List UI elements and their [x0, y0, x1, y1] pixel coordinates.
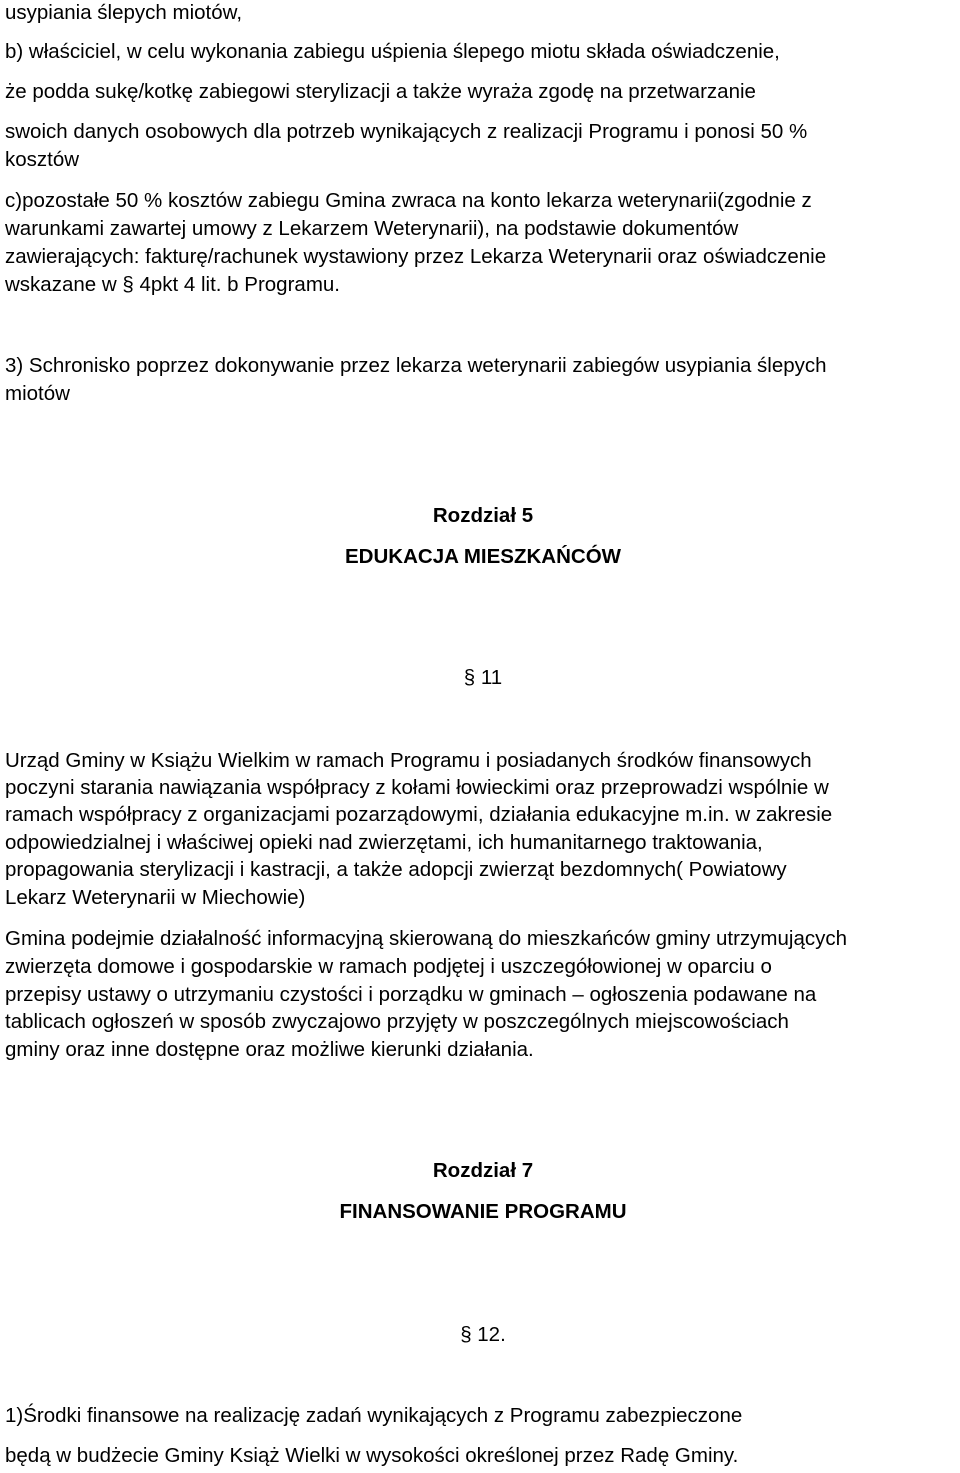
text-line: zwierzęta domowe i gospodarskie w ramach podjętej i uszczegółowionej w oparciu o [5, 955, 772, 978]
chapter-title: FINANSOWANIE PROGRAMU [339, 1200, 627, 1223]
text-line: wskazane w § 4pkt 4 lit. b Programu. [5, 273, 340, 296]
text-line: warunkami zawartej umowy z Lekarzem Weterynarii), na podstawie dokumentów [5, 217, 739, 240]
paragraph-number: § 12. [460, 1323, 506, 1346]
text-line: gminy oraz inne dostępne oraz możliwe kierunki działania. [5, 1038, 534, 1061]
text-line: zawierających: fakturę/rachunek wystawiony przez Lekarza Weterynarii oraz oświadczenie [5, 245, 827, 268]
text-line: poczyni starania nawiązania współpracy z kołami łowieckimi oraz przeprowadzi wspólnie w [5, 776, 829, 799]
text-line: będą w budżecie Gminy Książ Wielki w wysokości określonej przez Radę Gminy. [5, 1444, 739, 1467]
text-line: że podda sukę/kotkę zabiegowi sterylizacji a także wyraża zgodę na przetwarzanie [5, 80, 756, 103]
text-line: 1)Środki finansowe na realizację zadań wynikających z Programu zabezpieczone [5, 1404, 743, 1427]
text-line: usypiania ślepych miotów, [5, 1, 243, 24]
text-line: c)pozostałe 50 % kosztów zabiegu Gmina zwraca na konto lekarza weterynarii(zgodnie z [5, 189, 812, 212]
text-line: b) właściciel, w celu wykonania zabiegu uśpienia ślepego miotu składa oświadczenie, [5, 40, 780, 63]
paragraph-number: § 11 [463, 666, 503, 689]
chapter-heading: Rozdział 5 [432, 504, 534, 527]
chapter-heading: Rozdział 7 [432, 1159, 534, 1182]
text-line: Lekarz Weterynarii w Miechowie) [5, 886, 306, 909]
text-line: propagowania sterylizacji i kastracji, a także adopcji zwierząt bezdomnych( Powiatowy [5, 858, 787, 881]
text-line: przepisy ustawy o utrzymaniu czystości i porządku w gminach – ogłoszenia podawane na [5, 983, 817, 1006]
chapter-title: EDUKACJA MIESZKAŃCÓW [345, 545, 621, 568]
text-line: miotów [5, 382, 70, 405]
text-line: tablicach ogłoszeń w sposób zwyczajowo przyjęty w poszczególnych miejscowościach [5, 1010, 789, 1033]
text-line: ramach współpracy z organizacjami pozarządowymi, działania edukacyjne m.in. w zakresie [5, 803, 833, 826]
text-line: swoich danych osobowych dla potrzeb wynikających z realizacji Programu i ponosi 50 % [5, 120, 808, 143]
text-line: kosztów [5, 148, 80, 171]
text-line: Urząd Gminy w Książu Wielkim w ramach Programu i posiadanych środków finansowych [5, 749, 812, 772]
text-line: odpowiedzialnej i właściwej opieki nad zwierzętami, ich humanitarnego traktowania, [5, 831, 763, 854]
text-line: 3) Schronisko poprzez dokonywanie przez lekarza weterynarii zabiegów usypiania ślepych [5, 354, 827, 377]
text-line: Gmina podejmie działalność informacyjną skierowaną do mieszkańców gminy utrzymujących [5, 927, 847, 950]
